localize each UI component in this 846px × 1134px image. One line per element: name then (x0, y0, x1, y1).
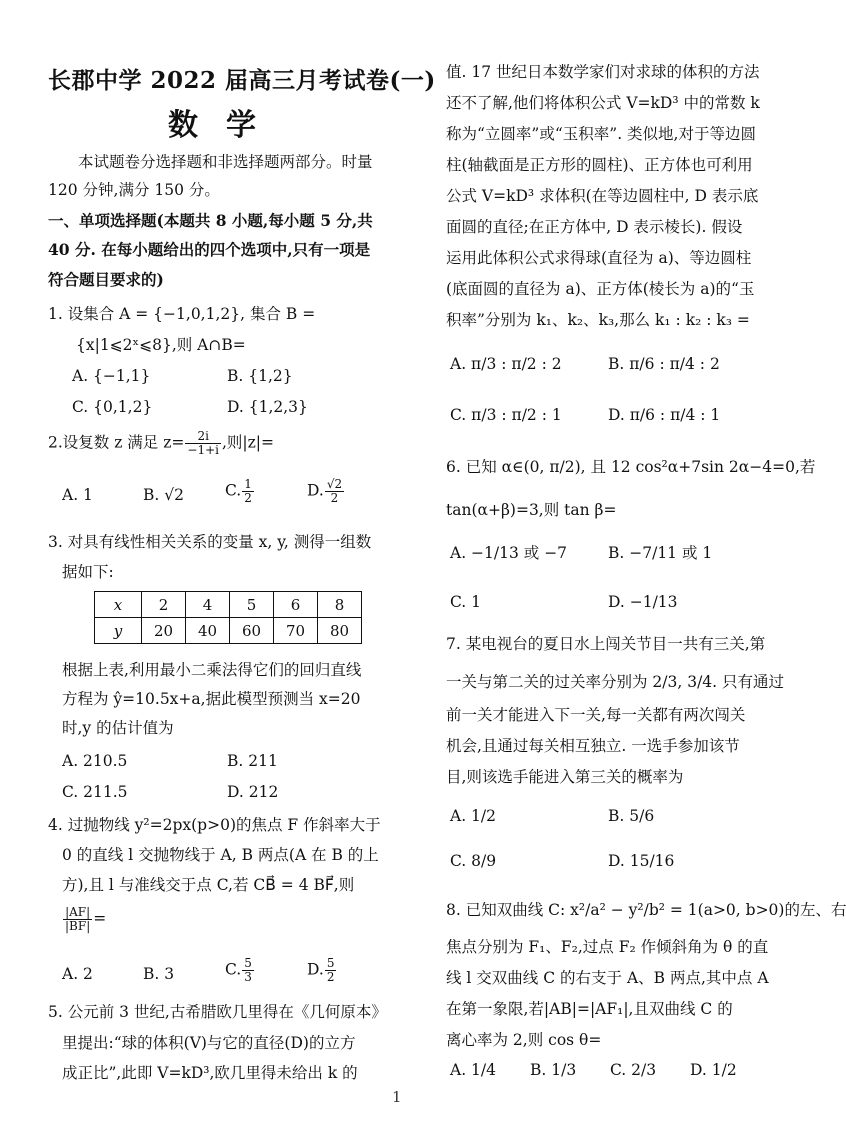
question-2-text: ,则|z|= (221, 433, 275, 452)
question-7-option-a: A. 1/2 (450, 807, 496, 825)
question-4-stem: 方),且 l 与准线交于点 C,若 CB⃗ = 4 BF⃗,则 (62, 876, 355, 894)
option-fraction (242, 957, 254, 984)
question-4-option-b: B. 3 (143, 965, 175, 983)
question-5-stem: 成正比”,此即 V=kD³,欧几里得未给出 k 的 (62, 1064, 358, 1082)
question-2-option-a: A. 1 (62, 486, 93, 504)
question-8-option-b: B. 1/3 (530, 1061, 577, 1079)
question-3-stem: 3. 对具有线性相关关系的变量 x, y, 测得一组数 (48, 533, 372, 551)
question-3-option-b: B. 211 (227, 752, 278, 770)
question-3-stem: 方程为 ŷ=10.5x+a,据此模型预测当 x=20 (62, 690, 361, 708)
table-cell: 2 (142, 592, 186, 618)
question-7-option-d: D. 15/16 (608, 852, 675, 870)
question-5-stem: 积率”分别为 k₁、k₂、k₃,那么 k₁ : k₂ : k₃ = (446, 311, 750, 329)
question-4-option-d (307, 957, 337, 984)
question-5-option-d: D. π/6 : π/4 : 1 (608, 406, 721, 424)
question-8-stem: 线 l 交双曲线 C 的右支于 A、B 两点,其中点 A (446, 969, 769, 987)
question-5-option-a: A. π/3 : π/2 : 2 (450, 355, 562, 373)
question-8-stem: 焦点分别为 F₁、F₂,过点 F₂ 作倾斜角为 θ 的直 (446, 938, 769, 956)
fraction-denominator: 3 (244, 970, 252, 984)
question-1-stem: 1. 设集合 A = {−1,0,1,2}, 集合 B = (48, 305, 316, 323)
option-label: D. (307, 481, 324, 500)
question-2-text: 2.设复数 z 满足 z= (48, 433, 185, 452)
fraction-denominator: 2 (244, 491, 252, 505)
question-7-option-b: B. 5/6 (608, 807, 655, 825)
option-fraction (325, 957, 337, 984)
fraction-denominator: 2 (330, 491, 339, 505)
fraction-numerator: 5 (244, 956, 252, 970)
fraction-numerator: 2i (185, 430, 221, 444)
question-5-stem: 公式 V=kD³ 求体积(在等边圆柱中, D 表示底 (446, 187, 759, 205)
table-cell: x (95, 592, 142, 618)
table-cell: 5 (230, 592, 274, 618)
table-cell: 80 (318, 618, 362, 644)
fraction-numerator: √2 (326, 477, 343, 491)
table-cell: 4 (186, 592, 230, 618)
question-4-stem (62, 906, 106, 933)
question-3-option-d: D. 212 (227, 783, 279, 801)
question-6-option-a: A. −1/13 或 −7 (450, 544, 568, 562)
table-cell: 40 (186, 618, 230, 644)
fraction-denominator: |BF| (65, 919, 91, 933)
question-2-option-c (225, 478, 255, 505)
question-4-option-c (225, 957, 255, 984)
question-3-stem: 时,y 的估计值为 (62, 719, 174, 737)
question-5-stem: 里提出:“球的体积(V)与它的直径(D)的立方 (62, 1034, 356, 1052)
question-5-stem: 柱(轴截面是正方形的圆柱)、正方体也可利用 (446, 156, 753, 174)
section-heading: 符合题目要求的) (48, 270, 164, 289)
intro-line: 本试题卷分选择题和非选择题两部分。时量 (78, 153, 373, 171)
question-4-stem: 0 的直线 l 交抛物线于 A, B 两点(A 在 B 的上 (62, 846, 379, 864)
option-label: C. (225, 960, 242, 979)
question-5-stem: 面圆的直径;在正方体中, D 表示棱长). 假设 (446, 218, 743, 236)
question-3-option-a: A. 210.5 (62, 752, 128, 770)
question-3-data-table (94, 591, 362, 644)
table-cell: 70 (274, 618, 318, 644)
fraction-denominator: 2 (326, 970, 335, 984)
question-3-stem: 据如下: (62, 563, 114, 581)
question-3-stem: 根据上表,利用最小二乘法得它们的回归直线 (62, 661, 362, 679)
subject-title: 数学 (168, 108, 284, 143)
question-6-option-b: B. −7/11 或 1 (608, 544, 713, 562)
question-1-option-d: D. {1,2,3} (227, 398, 308, 416)
question-7-stem: 一关与第二关的过关率分别为 2/3, 3/4. 只有通过 (446, 673, 785, 691)
fraction-denominator: −1+i (187, 443, 219, 457)
fraction-numerator: 5 (326, 956, 335, 970)
fraction-numerator: |AF| (63, 906, 92, 920)
intro-line: 120 分钟,满分 150 分。 (48, 181, 220, 199)
question-8-stem: 离心率为 2,则 cos θ= (446, 1031, 602, 1049)
question-5-stem: 运用此体积公式求得球(直径为 a)、等边圆柱 (446, 249, 752, 267)
table-row (95, 592, 362, 618)
question-7-stem: 7. 某电视台的夏日水上闯关节目一共有三关,第 (446, 635, 766, 653)
question-2-option-d (307, 478, 345, 505)
table-cell: y (95, 618, 142, 644)
table-row (95, 618, 362, 644)
table-cell: 8 (318, 592, 362, 618)
table-cell: 60 (230, 618, 274, 644)
question-6-stem: tan(α+β)=3,则 tan β= (446, 501, 617, 519)
question-1-option-a: A. {−1,1} (72, 367, 151, 385)
question-4-option-a: A. 2 (62, 965, 93, 983)
ratio-fraction (63, 906, 92, 933)
question-5-stem: 称为“立圆率”或“玉积率”. 类似地,对于等边圆 (446, 125, 756, 143)
question-8-option-d: D. 1/2 (690, 1061, 737, 1079)
page-number: 1 (392, 1088, 402, 1106)
question-6-stem: 6. 已知 α∈(0, π/2), 且 12 cos²α+7sin 2α−4=0,若 (446, 458, 816, 476)
question-8-stem: 在第一象限,若|AB|=|AF₁|,且双曲线 C 的 (446, 1000, 733, 1018)
section-heading: 一、单项选择题(本题共 8 小题,每小题 5 分,共 (48, 211, 373, 230)
question-1-stem: {x|1⩽2ˣ⩽8},则 A∩B= (76, 336, 246, 354)
question-2-fraction (185, 430, 221, 457)
option-label: C. (225, 481, 242, 500)
question-7-stem: 机会,且通过每关相互独立. 一选手参加该节 (446, 737, 740, 755)
option-fraction (325, 478, 344, 505)
question-1-option-c: C. {0,1,2} (72, 398, 153, 416)
option-fraction (242, 478, 254, 505)
table-cell: 6 (274, 592, 318, 618)
question-2-option-b: B. √2 (143, 486, 184, 504)
exam-title: 长郡中学 2022 届高三月考试卷(一) (48, 67, 436, 94)
question-7-option-c: C. 8/9 (450, 852, 497, 870)
question-5-stem: 5. 公元前 3 世纪,古希腊欧几里得在《几何原本》 (48, 1003, 387, 1021)
question-5-option-c: C. π/3 : π/2 : 1 (450, 406, 562, 424)
question-6-option-c: C. 1 (450, 593, 482, 611)
question-5-option-b: B. π/6 : π/4 : 2 (608, 355, 720, 373)
question-8-option-a: A. 1/4 (450, 1061, 496, 1079)
section-heading: 40 分. 在每小题给出的四个选项中,只有一项是 (48, 240, 371, 259)
fraction-numerator: 1 (244, 477, 252, 491)
question-5-stem: 还不了解,他们将体积公式 V=kD³ 中的常数 k (446, 94, 760, 112)
question-8-stem: 8. 已知双曲线 C: x²/a² − y²/b² = 1(a>0, b>0)的左、右 (446, 901, 846, 919)
table-cell: 20 (142, 618, 186, 644)
question-4-stem: 4. 过抛物线 y²=2px(p>0)的焦点 F 作斜率大于 (48, 816, 381, 834)
equals-sign: = (93, 909, 107, 928)
question-7-stem: 前一关才能进入下一关,每一关都有两次闯关 (446, 706, 746, 724)
question-5-stem: 值. 17 世纪日本数学家们对求球的体积的方法 (446, 63, 760, 81)
question-6-option-d: D. −1/13 (608, 593, 678, 611)
question-5-stem: (底面圆的直径为 a)、正方体(棱长为 a)的“玉 (446, 280, 755, 298)
question-3-option-c: C. 211.5 (62, 783, 128, 801)
option-label: D. (307, 960, 324, 979)
question-8-option-c: C. 2/3 (610, 1061, 657, 1079)
question-7-stem: 目,则该选手能进入第三关的概率为 (446, 768, 684, 786)
question-1-option-b: B. {1,2} (227, 367, 293, 385)
question-2-stem (48, 430, 274, 457)
